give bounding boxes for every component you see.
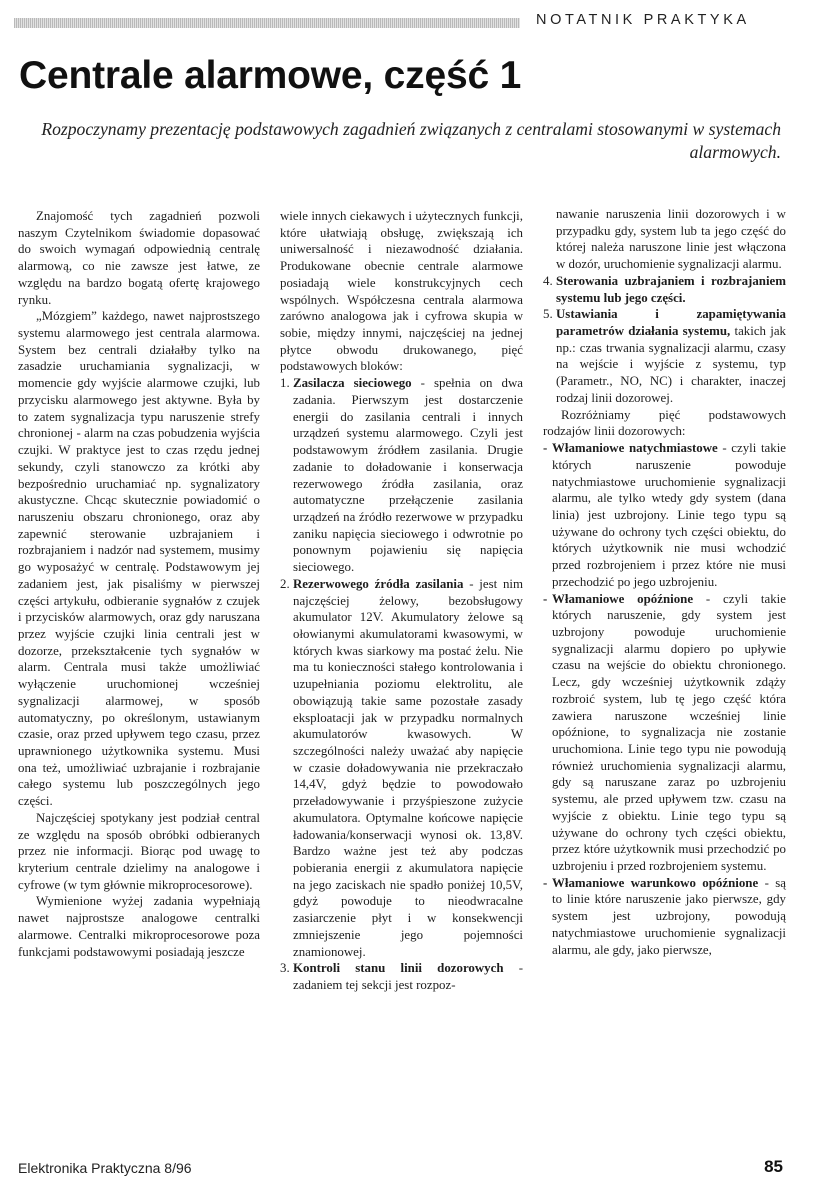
list-heading: Włamaniowe natychmiastowe — [552, 441, 718, 456]
list-text: - czyli takie których naruszenie, gdy system jest uzbrojony powoduje uruchomienie sygnalizacji alarmu dopiero po upływie czasu na wejście do obiektu chronionego. Lecz, gdy wcześniej użytkownik zdąży rozbroić system, lub tę jego część która zawiera naruszone wcześniej linie opóźnione, to sygnalizacja nie zostanie uruchomiona. Linie tego typu nie powodują również uruchomienia sygnalizacji alarmu, gdy są naruszane zaraz po uzbrojeniu systemu, ale przed upływem tzw. czasu na wyjście z obiektu. Linie tego typu są używane do ochrony tych części obiektu, przez które użytkownik musi przechodzić po uzbrojeniu i przed rozbrojeniem systemu. — [552, 591, 786, 874]
publication-footer: Elektronika Praktyczna 8/96 — [18, 1160, 192, 1176]
header-rule — [14, 18, 520, 28]
list-heading: Kontroli stanu linii dozorowych — [293, 961, 504, 976]
list-number: 2. — [280, 576, 290, 591]
paragraph: Znajomość tych zagadnień pozwoli naszym Czytelnikom świadomie dopasować do swoich wymagań odpowiednią centralę alarmową, co nie zawsze jest łatwe, ze względu na bardzo bogatą ofertę krajowego rynku. — [18, 209, 260, 307]
list-item — [543, 273, 786, 306]
column-3 — [543, 206, 786, 957]
paragraph: Najczęściej spotykany jest podział central ze względu na sposób obróbki odbieranych przez nie informacji. Biorąc pod uwagę to kryterium centrale dzielimy na analogowe i cyfrowe (w tym głównie mikroprocesorowe). — [18, 810, 260, 892]
list-text: - jest nim najczęściej żelowy, bezobsługowy akumulator 12V. Akumulatory żelowe są ołowianymi akumulatorami kwasowymi, w których kwas siarkowy ma postać żelu. Nie ma tu konieczności stałego kontrolowania i uzupełniania poziomu elektrolitu, ale obowiązują takie same pozostałe zasady eksploatacji jak w przypadku normalnych akumulatorów kwasowych. W szczególności należy uważać aby napięcie w czasie doładowywania nie przekraczało 14,4V, gdyż będzie to powodowało przeładowywanie i przyśpieszone zużycie akumulatora. Optymalne końcowe napięcie ładowania/konserwacji wynosi ok. 13,8V. Bardzo ważne jest też aby podczas pobierania energii z akumulatora napięcie na jego zaciskach nie spadło poniżej 10,5V, gdyż powoduje to nieodwracalne zasiarczenie płyt i w konsekwencji zmniejszenie jego pojemności znamionowej. — [293, 576, 523, 959]
paragraph: nawanie naruszenia linii dozorowych i w przypadku gdy, system lub ta jego część do której należa naruszone linie jest włączona w dozór, uruchomienie sygnalizacji alarmu. — [556, 207, 786, 272]
list-text: - zadaniem tej sekcji jest rozpoz- — [293, 961, 524, 993]
list-number: 4. — [543, 273, 553, 288]
block-list — [543, 273, 786, 407]
list-item — [280, 960, 523, 993]
list-heading: Ustawiania i zapamiętywania parametrów działania systemu, — [556, 307, 786, 339]
list-text: - są to linie które naruszenie jako pierwsze, gdy system jest uzbrojony, powodują natychmiastowe uruchomienie sygnalizacji alarmu, ale gdy, jako pierwsze, — [552, 875, 786, 957]
list-number: 5. — [543, 307, 553, 322]
list-heading: Włamaniowe opóźnione — [552, 591, 694, 606]
article-title: Centrale alarmowe, część 1 — [19, 54, 522, 97]
article-lead: Rozpoczynamy prezentację podstawowych zagadnień związanych z centralami stosowanymi w systemach alarmowych. — [41, 119, 781, 162]
list-number: 3. — [280, 961, 290, 976]
list-text: takich jak np.: czas trwania sygnalizacji alarmu, czasy na wejście i wyjście z systemu, typ (Parametr., NO, NC) i charakter, inaczej rodzaj linii dozorowej. — [556, 324, 786, 405]
list-heading: Zasilacza sieciowego — [293, 376, 412, 391]
paragraph: „Mózgiem” każdego, nawet najprostszego systemu alarmowego jest centrala alarmowa. System bez centrali działałby tylko na zasadzie uruchamiania sygnalizacji, w momencie gdy wyjście alarmowe czujki, lub przycisku alarmowego jest aktywne. Była by to zatem sygnalizacja typu naruszenie strefy chronionej - alarm na czas pobudzenia wyjścia czujki. W praktyce jest to czas rzędu jednej sekundy, czyli stanowczo za krótki aby bezpośrednio uruchamiać np. sygnalizatory akustyczne. Chcąc skutecznie powiadomić o naruszeniu obszaru chronionego, oraz aby zapewnić sterowanie uzbrajaniem i rozbrajaniem i nadzór nad systemem, musimy go wyposażyć w centralę. Podstawowym jej zadaniem jest, jak pisaliśmy w pierwszej części artykułu, odbieranie sygnałów z czujek i przycisków alarmowych, oraz gdy naruszana przez wyjście czujki linia centrali jest w dozorze, przekształcenie tych sygnałów w alarm. Centrala musi także umożliwiać wyłączenie uruchomionej wcześniej sygnalizacji alarmowej, w sposób automatyczny, po określonym, ustawianym czasie, oraz przed upływem tego czasu, przez uprawnionego użytkownika systemu. Musi ona też, umożliwiać uzbrajanie i rozbrajanie całego systemu lub poszczególnych jego części. — [18, 309, 260, 809]
list-item: - Włamaniowe warunkowo opóźnione - są to linie które naruszenie jako pierwsze, gdy system jest uzbrojony, powodują natychmiastowe uruchomienie sygnalizacji alarmu, ale gdy, jako pierwsze, — [543, 875, 786, 957]
paragraph: wiele innych ciekawych i użytecznych funkcji, które ułatwiają obsługę, zwiększają ich uniwersalność i niezawodność działania. Produkowane obecnie centrale alarmowe posiadają wiele konstrukcyjnych cech wspólnych. Współczesna centrala alarmowa zarówno analogowa jak i cyfrowa skupia w sobie, między innymi, najczęściej na jednej płytce obwodu drukowanego, pięć podstawowych bloków: — [280, 209, 523, 374]
line-type-list — [543, 440, 786, 958]
list-item — [543, 306, 786, 406]
list-text: - czyli takie których naruszenie powoduje natychmiastowe uruchomienie sygnalizacji alarmu, ale tylko wtedy gdy system (dana linia) jest uzbrojony. Linie tego typu są używane do ochrony tych części obiektu, do których użytkownik nie musi wchodzić przed rozbrojeniem i przez które nie musi przechodzić po jego uzbrojeniu. — [552, 441, 786, 589]
list-text: - spełnia on dwa zadania. Pierwszym jest dostarczenie energii do zasilania centrali i innych urządzeń systemu alarmowego. Czyli jest podstawowym źródłem zasilania. Drugie zadanie to doładowanie i konserwacja rezerwowego źródła zasilania, oraz automatyczne przełączenie zasilania urządzeń na źródło rezerwowe w przypadku zaniku napięcia sieciowego i odwrotnie po ponownym pojawieniu się napięcia sieciowego. — [293, 376, 523, 575]
paragraph: Wymienione wyżej zadania wypełniają nawet najprostsze analogowe centralki alarmowe. Centralki mikroprocesorowe poza funkcjami podstawowymi posiadają jeszcze — [18, 894, 260, 959]
list-heading: Włamaniowe warunkowo opóźnione — [552, 875, 759, 890]
list-heading: Sterowania uzbrajaniem i rozbrajaniem systemu lub jego części. — [556, 273, 786, 305]
list-heading: Rezerwowego źródła zasilania — [293, 576, 464, 591]
block-list — [280, 375, 523, 994]
column-2 — [280, 208, 524, 993]
list-number: 1. — [280, 376, 290, 391]
paragraph: Rozróżniamy pięć podstawowych rodzajów linii dozorowych: — [543, 407, 786, 439]
list-item: - Włamaniowe natychmiastowe - czyli takie których naruszenie powoduje natychmiastowe uruchomienie sygnalizacji alarmu, ale tylko wtedy gdy system (dana linia) jest uzbrojony. Linie tego typu są używane do ochrony tych części obiektu, do których użytkownik nie musi wchodzić przed rozbrojeniem i przez które nie musi przechodzić po jego uzbrojeniu. — [543, 441, 786, 589]
list-item — [280, 576, 523, 961]
list-item: - Włamaniowe opóźnione - czyli takie których naruszenie, gdy system jest uzbrojony powoduje uruchomienie sygnalizacji alarmu dopiero po upływie czasu na wejście do obiektu chronionego. Lecz, gdy wcześniej użytkownik zdąży rozbroić system, lub tę jego część która zawiera naruszone wcześniej linie opóźnione, to sygnalizacja nie zostanie uruchomiona. Linie tego typu nie powodują również uruchomienia sygnalizacji alarmu, gdy są naruszane zaraz po uzbrojeniu systemu, ale przed upływem tzw. czasu na wyjście z obiektu. Linie tego typu są używane do ochrony tych części obiektu, przez które użytkownik musi przechodzić po uzbrojeniu i przed rozbrojeniem systemu. — [543, 591, 786, 874]
page-number: 85 — [764, 1157, 783, 1176]
list-item — [280, 375, 523, 576]
column-1 — [18, 208, 260, 959]
section-label: NOTATNIK PRAKTYKA — [536, 12, 750, 28]
